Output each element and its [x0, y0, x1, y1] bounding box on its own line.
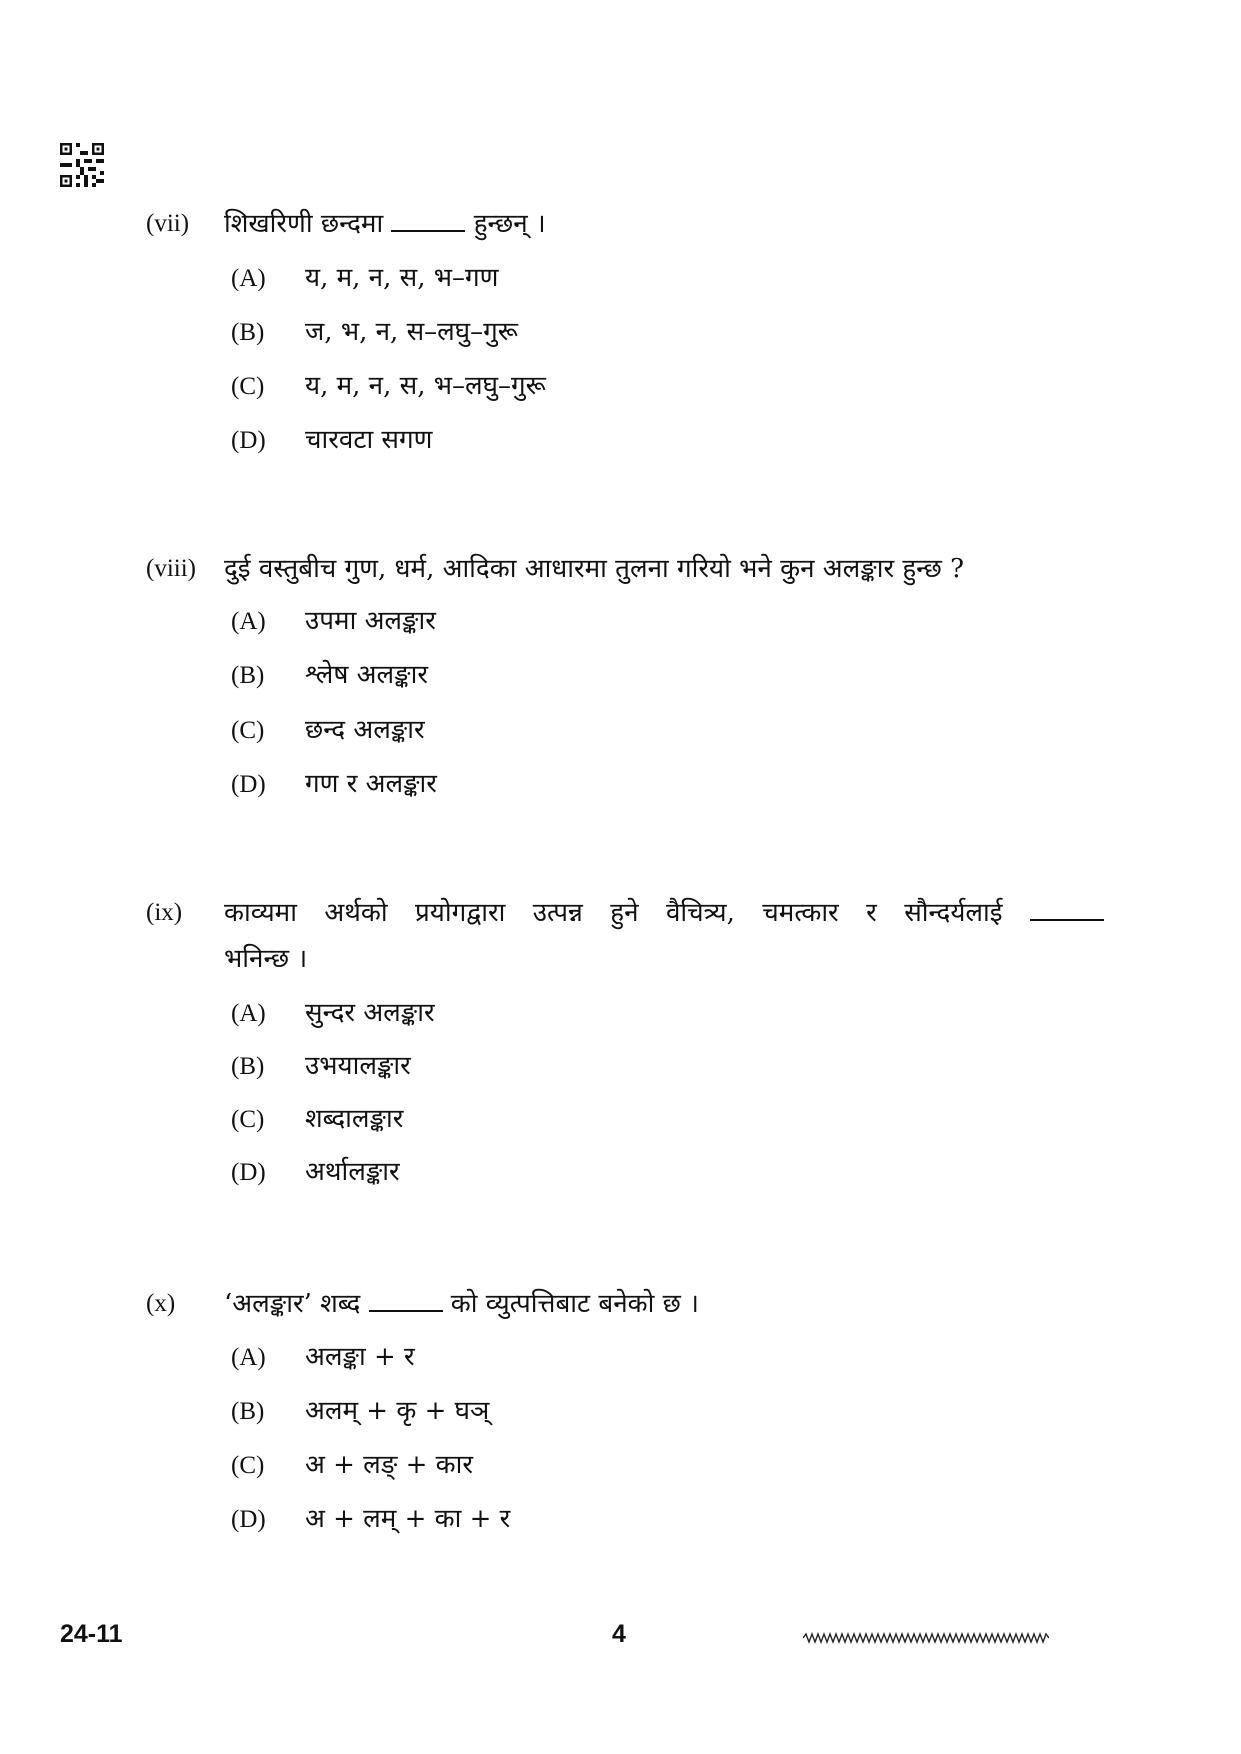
option-b	[231, 316, 518, 349]
option-label: (D)	[231, 427, 266, 454]
question-text: दुई वस्तुबीच गुण, धर्म, आदिका आधारमा तुलना गरियो भने कुन अलङ्कार हुन्छ ?	[224, 554, 965, 584]
question-text-line1	[224, 897, 1104, 929]
option-label: (B)	[231, 1398, 265, 1425]
option-c	[231, 714, 425, 747]
paper-code: 24-11	[60, 1620, 123, 1648]
option-c	[231, 1449, 473, 1482]
answer-blank	[369, 1290, 443, 1312]
option-label: (C)	[231, 1106, 265, 1133]
option-text: य, म, न, स, भ–गण	[305, 263, 499, 293]
option-label: (B)	[231, 319, 265, 346]
question-text-line2: भनिन्छ ।	[224, 944, 308, 974]
option-label: (A)	[231, 608, 266, 635]
question-text-after: हुन्छन् ।	[473, 209, 546, 239]
option-c	[231, 370, 546, 403]
option-label: (B)	[231, 1053, 265, 1080]
option-a	[231, 1341, 415, 1374]
option-label: (D)	[231, 1159, 266, 1186]
option-d	[231, 1503, 510, 1536]
question-text-before: ‘अलङ्कार’ शब्द	[224, 1289, 361, 1319]
option-text: छन्द अलङ्कार	[305, 715, 425, 745]
option-label: (A)	[231, 1344, 266, 1371]
option-c	[231, 1103, 403, 1136]
option-d	[231, 1156, 400, 1189]
option-text: अलम् + कृ + घञ्	[305, 1396, 490, 1426]
question-text-after: को व्युत्पत्तिबाट बनेको छ ।	[450, 1289, 699, 1319]
option-label: (B)	[231, 662, 265, 689]
page-number: 4	[612, 1620, 626, 1648]
option-text: ज, भ, न, स–लघु–गुरू	[305, 317, 518, 347]
option-label: (C)	[231, 1452, 265, 1479]
question-number: (ix)	[146, 899, 183, 926]
question-text-main: काव्यमा अर्थको प्रयोगद्वारा उत्पन्न हुने वैचित्र्य, चमत्कार र सौन्दर्यलाई	[224, 898, 1003, 928]
question-text	[224, 208, 546, 240]
option-label: (D)	[231, 1506, 266, 1533]
answer-blank	[1030, 899, 1104, 921]
wavy-line-decoration	[803, 1632, 1049, 1644]
option-label: (C)	[231, 373, 265, 400]
option-b	[231, 1395, 489, 1428]
option-text: उपमा अलङ्कार	[305, 606, 436, 636]
question-number: (x)	[146, 1290, 176, 1317]
option-label: (A)	[231, 265, 266, 292]
answer-blank	[391, 210, 465, 232]
question-text	[224, 1288, 699, 1320]
option-a	[231, 262, 498, 295]
option-text: अलङ्का + र	[305, 1342, 415, 1372]
option-b	[231, 1050, 411, 1083]
option-d	[231, 768, 437, 801]
option-text: श्लेष अलङ्कार	[305, 660, 428, 690]
option-text: य, म, न, स, भ–लघु–गुरू	[305, 371, 546, 401]
option-a	[231, 605, 436, 638]
option-text: अर्थालङ्कार	[305, 1157, 400, 1187]
option-b	[231, 659, 428, 692]
option-text: चारवटा सगण	[305, 425, 433, 455]
option-a	[231, 997, 435, 1030]
option-label: (A)	[231, 1000, 266, 1027]
qr-code-icon	[60, 143, 104, 187]
option-text: अ + लम् + का + र	[305, 1504, 511, 1534]
question-number: (viii)	[146, 555, 196, 582]
option-text: सुन्दर अलङ्कार	[305, 998, 435, 1028]
option-text: गण र अलङ्कार	[305, 769, 437, 799]
option-label: (C)	[231, 717, 265, 744]
option-label: (D)	[231, 771, 266, 798]
option-text: शब्दालङ्कार	[305, 1104, 404, 1134]
option-d	[231, 424, 432, 457]
option-text: अ + लङ् + कार	[305, 1450, 474, 1480]
option-text: उभयालङ्कार	[305, 1051, 411, 1081]
question-number: (vii)	[146, 210, 190, 237]
question-text-before: शिखरिणी छन्दमा	[224, 209, 384, 239]
